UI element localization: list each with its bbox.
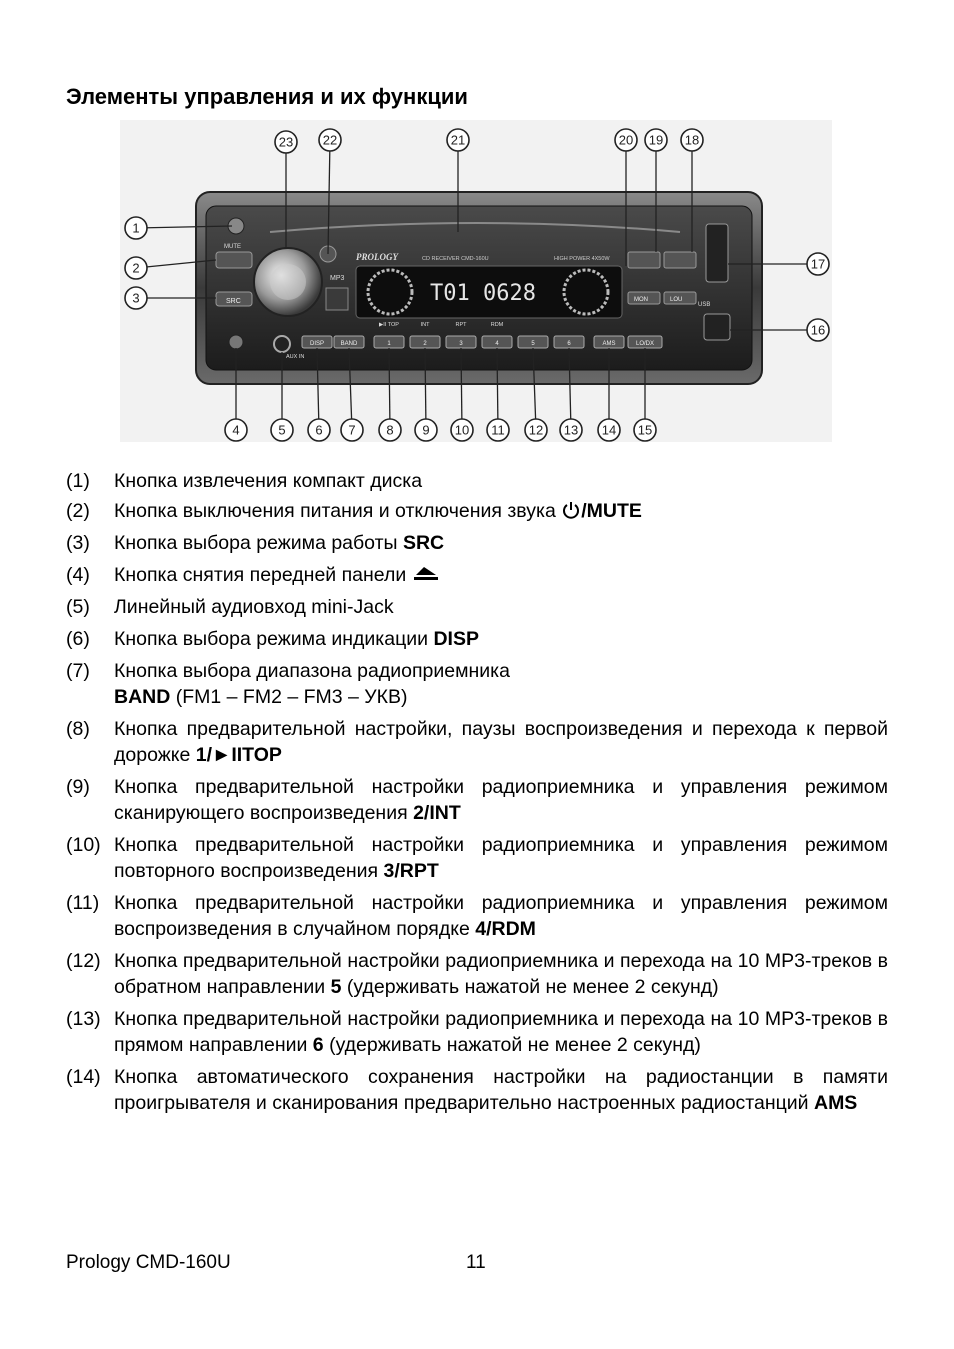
list-item	[66, 948, 888, 1000]
callout-number: 21	[450, 132, 466, 148]
list-item	[66, 468, 888, 494]
callout-number: 4	[232, 422, 240, 438]
item-description	[114, 594, 888, 620]
item-number: (13)	[66, 1008, 101, 1030]
mp3-logo: MP3	[330, 275, 345, 282]
item-tail: (удерживать нажатой не менее 2 секунд)	[323, 1034, 701, 1056]
list-item	[66, 890, 888, 942]
item-text: Кнопка извлечения компакт диска	[114, 470, 423, 492]
list-item	[66, 594, 888, 620]
item-description	[114, 468, 888, 494]
page-heading: Элементы управления и их функции	[66, 84, 468, 109]
item-keyword: 3/RPT	[383, 860, 439, 882]
item-text: Кнопка предварительной настройки радиоприемника и перехода на 10 МР3-треков в прямом направлении	[114, 1008, 888, 1056]
panel-button-label: AMS	[602, 341, 616, 347]
model-label: CD RECEIVER CMD-160U	[422, 256, 489, 262]
item-number: (9)	[66, 776, 90, 798]
item-text: Линейный аудиовход mini-Jack	[114, 596, 394, 618]
item-tail: (удерживать нажатой не менее 2 секунд)	[341, 976, 719, 998]
item-description	[114, 530, 888, 556]
mon-label: MON	[634, 297, 648, 303]
callout-number: 5	[278, 422, 286, 438]
item-text: Кнопка выбора диапазона радиоприемника	[114, 660, 510, 682]
list-item	[66, 832, 888, 884]
callout-number: 23	[278, 134, 294, 150]
item-keyword: 2/INT	[413, 802, 461, 824]
item-text: Кнопка выбора режима работы	[114, 532, 403, 554]
panel-sublabel: ▶II TOP	[379, 322, 399, 328]
list-item	[66, 530, 888, 556]
callout-number: 12	[528, 422, 544, 438]
callout-number: 11	[491, 422, 505, 438]
callout-number: 7	[348, 422, 356, 438]
item-text: Кнопка предварительной настройки радиоприемника и управления режимом сканирующего воспроизведения	[114, 776, 888, 824]
page-number: 11	[466, 1252, 486, 1273]
mute-label: MUTE	[224, 244, 241, 250]
panel-button-label: 5	[531, 341, 535, 347]
list-item	[66, 498, 888, 524]
item-number: (3)	[66, 532, 90, 554]
callout-number: 8	[386, 422, 394, 438]
item-number: (1)	[66, 470, 90, 492]
item-number: (4)	[66, 564, 90, 586]
item-number: (5)	[66, 596, 90, 618]
callout-number: 9	[422, 422, 430, 438]
item-keyword: SRC	[402, 532, 445, 554]
panel-button-label: 6	[567, 341, 571, 347]
item-description	[114, 658, 888, 710]
item-keyword: BAND	[114, 686, 171, 708]
item-number: (6)	[66, 628, 90, 650]
eject-icon	[412, 562, 440, 588]
item-number: (10)	[66, 834, 101, 856]
item-number: (14)	[66, 1066, 101, 1088]
item-text-line2: (FM1 – FM2 – FM3 – УКВ)	[170, 686, 408, 708]
panel-button-label: 4	[495, 341, 499, 347]
item-keyword: /MUTE	[581, 500, 642, 522]
callout-number: 22	[322, 132, 338, 148]
item-number: (7)	[66, 660, 90, 682]
item-number: (8)	[66, 718, 90, 740]
item-description	[114, 716, 888, 768]
item-text: Кнопка предварительной настройки радиоприемника и управления режимом повторного воспроизведения	[114, 834, 888, 882]
list-item	[66, 626, 888, 652]
callout-number: 20	[618, 132, 634, 148]
list-item	[66, 562, 888, 588]
list-item	[66, 1006, 888, 1058]
item-text: Кнопка выбора режима индикации	[114, 628, 434, 650]
lou-label: LOU	[670, 297, 683, 303]
item-description	[114, 832, 888, 884]
device-figure	[120, 120, 832, 442]
item-number: (11)	[66, 892, 100, 914]
car-stereo-illustration	[120, 120, 832, 442]
item-number: (2)	[66, 500, 90, 522]
callout-number: 15	[637, 422, 653, 438]
callout-number: 10	[454, 422, 470, 438]
panel-button-label: DISP	[309, 341, 325, 347]
item-keyword: 1/►IITOP	[195, 744, 282, 766]
item-text: Кнопка выключения питания и отключения звука	[114, 500, 562, 522]
power-label: HIGH POWER 4X50W	[554, 256, 610, 262]
item-text: Кнопка предварительной настройки, паузы воспроизведения и перехода к первой дорожке	[114, 718, 888, 766]
usb-label: USB	[698, 302, 711, 308]
callout-number: 18	[684, 132, 700, 148]
list-item	[66, 774, 888, 826]
item-description	[114, 626, 888, 652]
panel-sublabel: RPT	[455, 322, 467, 328]
callout-number: 3	[132, 290, 140, 306]
panel-button-label: BAND	[340, 341, 358, 347]
callout-number: 13	[563, 422, 579, 438]
item-description	[114, 1006, 888, 1058]
panel-button-label: 1	[387, 341, 391, 347]
callout-number: 2	[132, 260, 140, 276]
item-description	[114, 498, 888, 524]
panel-button-label: 3	[459, 341, 463, 347]
panel-button-label: 2	[423, 341, 427, 347]
panel-button-label: LO/DX	[635, 341, 655, 347]
callout-number: 14	[601, 422, 617, 438]
item-text: Кнопка автоматического сохранения настройки на радиостанции в памяти проигрывателя и сканирования предварительно настроенных радиостанций	[114, 1066, 888, 1114]
item-keyword: 6	[312, 1034, 324, 1056]
controls-list	[66, 468, 888, 1122]
list-item	[66, 716, 888, 768]
callout-number: 19	[648, 132, 664, 148]
item-keyword: 5	[330, 976, 342, 998]
panel-sublabel: RDM	[490, 322, 504, 328]
item-description	[114, 890, 888, 942]
item-text: Кнопка предварительной настройки радиоприемника и перехода на 10 МР3-треков в обратном направлении	[114, 950, 888, 998]
item-description	[114, 562, 888, 588]
callout-number: 1	[132, 220, 140, 236]
item-description	[114, 948, 888, 1000]
panel-sublabel: INT	[420, 322, 430, 328]
footer-model: Prology CMD-160U	[66, 1252, 231, 1273]
item-keyword: DISP	[433, 628, 479, 650]
src-label: SRC	[226, 298, 241, 305]
lcd-readout: T01 0628	[430, 281, 536, 306]
item-keyword: 4/RDM	[475, 918, 536, 940]
item-number: (12)	[66, 950, 101, 972]
list-item	[66, 658, 888, 710]
callout-number: 6	[315, 422, 323, 438]
item-text: Кнопка предварительной настройки радиоприемника и управления режимом воспроизведения в случайном порядке	[114, 892, 888, 940]
item-text: Кнопка снятия передней панели	[114, 564, 412, 586]
item-description	[114, 774, 888, 826]
power-icon	[561, 498, 581, 524]
item-keyword: AMS	[813, 1092, 858, 1114]
callout-number: 17	[810, 256, 826, 272]
callout-number: 16	[810, 322, 826, 338]
brand-logo: PROLOGY	[356, 252, 398, 262]
list-item	[66, 1064, 888, 1116]
item-description	[114, 1064, 888, 1116]
aux-label: AUX IN	[286, 354, 305, 360]
